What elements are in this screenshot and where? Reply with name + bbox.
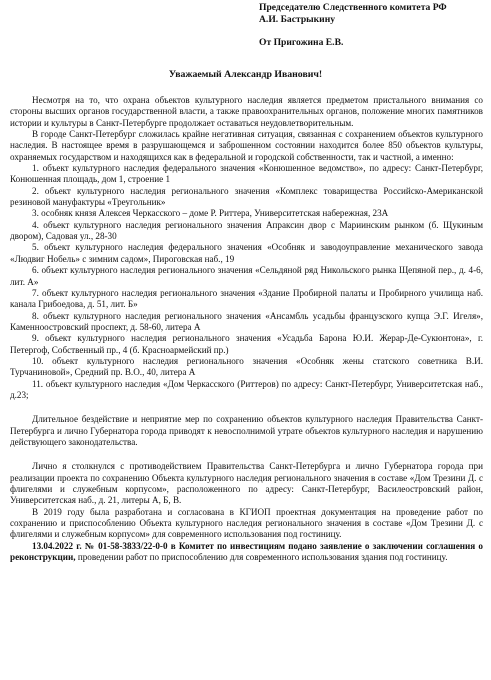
body-paragraph: Длительное бездействие и неприятие мер по сохранению объектов культурного наследия Правительства Санкт-Петербурга и лично Губернатора города приводят к невосполнимой утрате объектов культурного наследия и нарушению действующего законодательства. xyxy=(10,414,483,447)
heritage-list-item: 2. объект культурного наследия регионального значения «Комплекс товарищества Российско-Американской резиновой мануфактуры «Треугольник» xyxy=(10,185,483,208)
heritage-list-item: 6. объект культурного наследия регионального значения «Сельдяной ряд Никольского рынка Щепяной пер., д. 4-6, лит. А» xyxy=(10,265,483,287)
intro-paragraph: Несмотря на то, что охрана объектов культурного наследия является предметом пристального внимания со стороны высших органов государственной власти, а также правоохранительных органов, положение многих памятников истории и культуры в Санкт-Петербурге продолжает оставаться неудовлетворительным. xyxy=(10,95,483,128)
spacer xyxy=(10,401,483,414)
final-paragraph xyxy=(10,541,483,564)
body-paragraph: В 2019 году была разработана и согласована в КГИОП проектная документация на проведение работ по сохранению и приспособлению Объекта культурного наследия регионального значения в составе «Дом Трезини Д. с флигелями и служебным корпусом» для современного использования под гостиницу. xyxy=(10,506,483,540)
heritage-list-item: 9. объект культурного наследия регионального значения «Усадьба Барона Ю.И. Жерар-Де-Сукюнтона», г. Петергоф, Собственный пр., 4 (б. Красноармейский пр.) xyxy=(10,333,483,355)
final-paragraph-rest: проведении работ по приспособлению для современного использования здания под гостиницу. xyxy=(75,552,448,563)
spacer xyxy=(10,448,483,461)
heritage-list-item: 5. объект культурного наследия федерального значения «Особняк и заводоуправление механического завода «Людвиг Нобель» с зимним садом», Пироговская наб., 19 xyxy=(10,242,483,264)
heritage-list-item: 11. объект культурного наследия «Дом Черкасского (Риттеров) по адресу: Санкт-Петербург, Университетская наб., д.23; xyxy=(10,378,483,400)
addressee-block xyxy=(259,2,447,25)
addressee-name: А.И. Бастрыкину xyxy=(259,13,336,25)
body-paragraph: Лично я столкнулся с противодействием Правительства Санкт-Петербурга и лично Губернатора города при реализации проекта по сохранению Объекта культурного наследия регионального значения в составе «Дом Трезини Д. с флигелями и служебным корпусом», расположенного по адресу: Санкт-Петербург, Василеостровский район, Университетская наб., д. 21, литеры А, Б, В. xyxy=(10,461,483,506)
heritage-list-item: 4. объект культурного наследия регионального значения Апраксин двор с Мариинским рынком (б. Щукиным двором), Садовая ул., 28-30 xyxy=(10,219,483,242)
heritage-list-item: 3. особняк князя Алексея Черкасского – доме Р. Риттера, Университетская набережная, 23А xyxy=(32,208,389,219)
heritage-list-item: 8. объект культурного наследия регионального значения «Ансамбль усадьбы французского купца Э.Г. Игеля», Каменноостровский проспект, д. 58-60, литера А xyxy=(10,310,483,332)
addressee-title: Председателю Следственного комитета РФ xyxy=(259,2,447,13)
letter-body xyxy=(10,95,483,563)
heritage-list-item: 10. объект культурного наследия регионального значения «Особняк жены статского советника В.И. Турчаниновой», Средний пр. В.О., 40, литера А xyxy=(10,355,483,378)
heritage-list-item: 7. объект культурного наследия регионального значения «Здание Пробирной палаты и Пробирного училища наб. канала Грибоедова, д. 51, лит. Б» xyxy=(10,287,483,310)
heritage-list-item: 1. объект культурного наследия федерального значения «Конюшенное ведомство», по адресу: Санкт-Петербург, Конюшенная площадь, дом 1, строение 1 xyxy=(10,163,483,185)
intro-paragraph: В городе Санкт-Петербург сложилась крайне негативная ситуация, связанная с сохранением объектов культурного наследия. В настоящее время в разрушающемся и заброшенном состоянии находится более 850 объектов культуры, охраняемых государством и находящихся как в федеральной и городской собственности, так и частной, а именно: xyxy=(10,129,483,162)
application-reference: 13.04.2022 г. № 01-58-3833/22-0-0 в Комитет по инвестициям подано заявление о заключении соглашения о реконструкции, xyxy=(10,540,483,563)
greeting: Уважаемый Александр Иванович! xyxy=(168,69,323,80)
sender-line: От Пригожина Е.В. xyxy=(259,37,344,48)
